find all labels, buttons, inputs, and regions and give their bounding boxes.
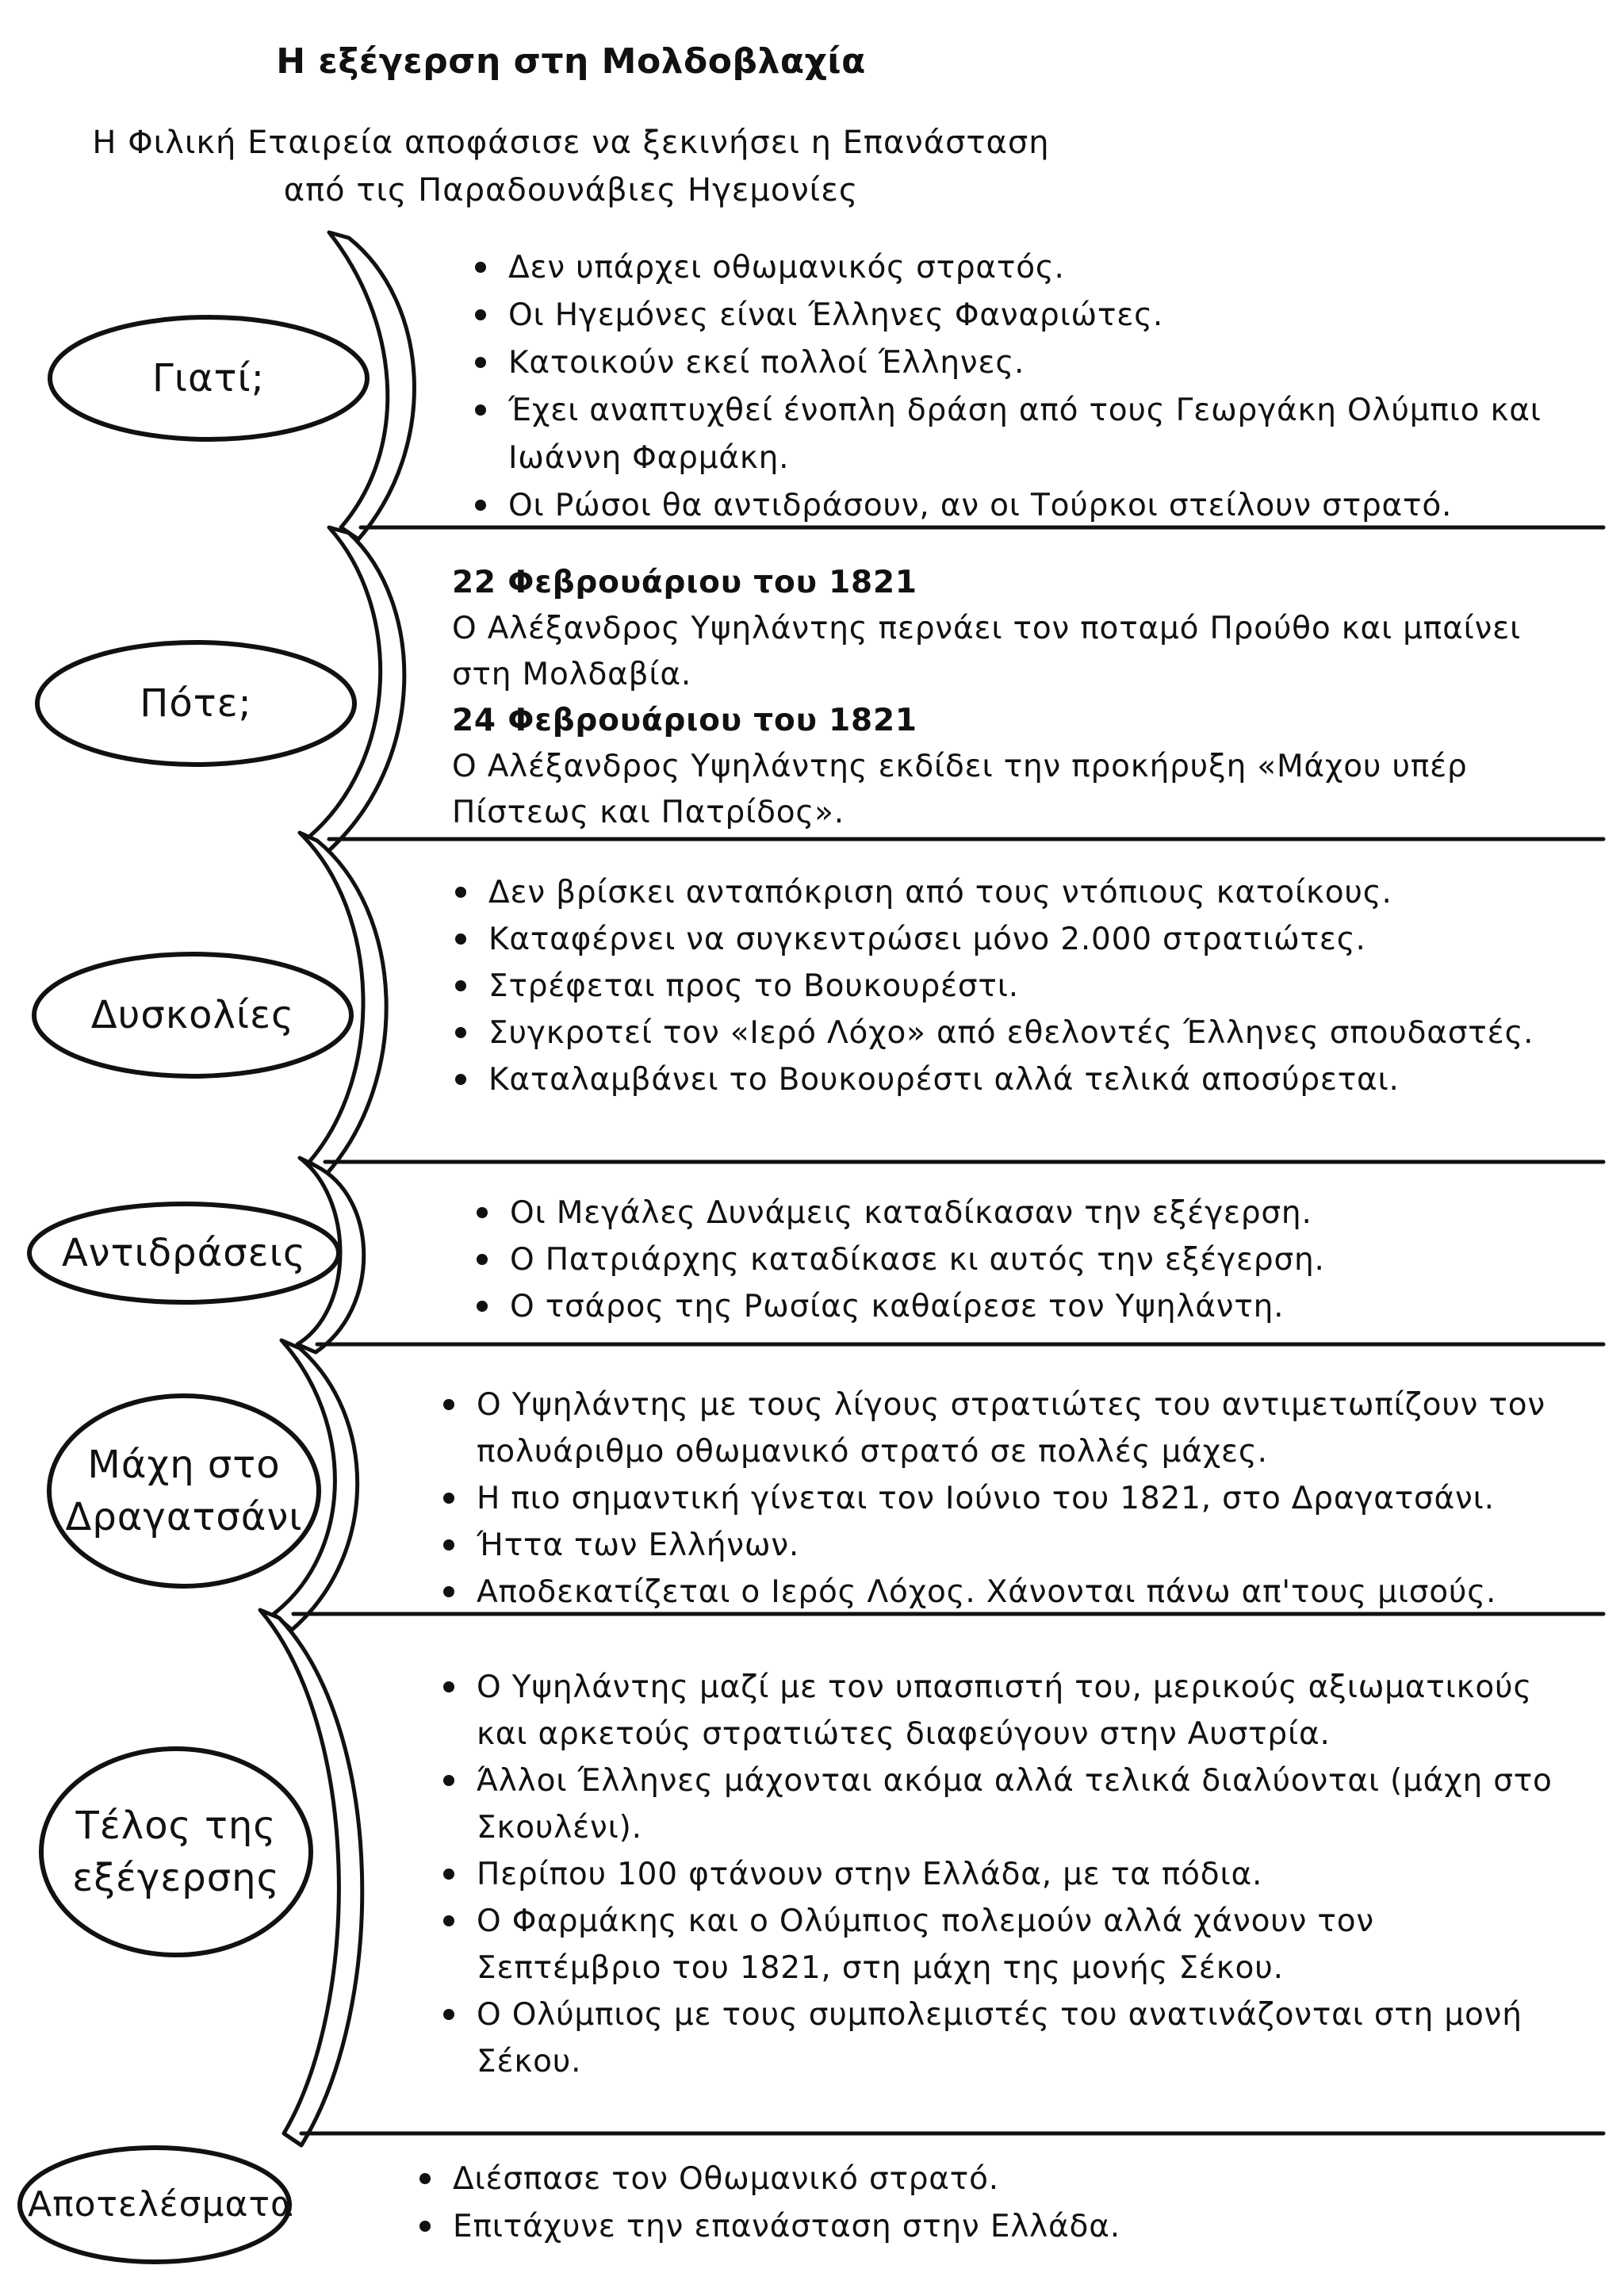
section-why bbox=[472, 244, 1598, 530]
section-when bbox=[452, 560, 1562, 836]
reactions-list bbox=[464, 1190, 1574, 1330]
list-item: Επιτάχυνε την επανάσταση στην Ελλάδα. bbox=[416, 2203, 1542, 2251]
section-battle bbox=[440, 1382, 1590, 1616]
list-item: Δεν βρίσκει ανταπόκριση από τους ντόπιους κατοίκους. bbox=[452, 869, 1562, 916]
subtitle-line: Η Φιλική Εταιρεία αποφάσισε να ξεκινήσει η Επανάσταση bbox=[92, 125, 1050, 161]
list-item: Οι Ρώσοι θα αντιδράσουν, αν οι Τούρκοι στείλουν στρατό. bbox=[472, 482, 1598, 530]
section-end bbox=[440, 1664, 1566, 2085]
list-item: Ο Υψηλάντης μαζί με τον υπασπιστή του, μερικούς αξιωματικούς και αρκετούς στρατιώτες διαφεύγουν στην Αυστρία. bbox=[440, 1664, 1566, 1757]
list-item: Καταλαμβάνει το Βουκουρέστι αλλά τελικά αποσύρεται. bbox=[452, 1056, 1562, 1103]
label-when: Πότε; bbox=[140, 681, 252, 726]
list-item: Στρέφεται προς το Βουκουρέστι. bbox=[452, 963, 1562, 1010]
label-results: Αποτελέσματα bbox=[28, 2184, 294, 2225]
list-item: Συγκροτεί τον «Ιερό Λόχο» από εθελοντές Έλληνες σπουδαστές. bbox=[452, 1010, 1562, 1056]
label-reactions: Αντιδράσεις bbox=[61, 1231, 307, 1275]
date-heading: 24 Φεβρουάριου του 1821 bbox=[452, 703, 917, 738]
list-item: Ο Υψηλάντης με τους λίγους στρατιώτες του αντιμετωπίζουν τον πολυάριθμο οθωμανικό στρατό σε πολλές μάχες. bbox=[440, 1382, 1590, 1475]
list-item: Οι Μεγάλες Δυνάμεις καταδίκασαν την εξέγερση. bbox=[473, 1190, 1574, 1236]
label-why: Γιατί; bbox=[152, 356, 265, 401]
results-list bbox=[416, 2156, 1542, 2251]
why-list bbox=[472, 244, 1598, 530]
list-item: Ήττα των Ελλήνων. bbox=[440, 1522, 1590, 1569]
subtitle-line: από τις Παραδουνάβιες Ηγεμονίες bbox=[283, 172, 859, 209]
list-item: Καταφέρνει να συγκεντρώσει μόνο 2.000 στρατιώτες. bbox=[452, 916, 1562, 963]
label-battle: Μάχη στο Δραγατσάνι bbox=[65, 1443, 303, 1539]
event-text: Ο Αλέξανδρος Υψηλάντης εκδίδει την προκήρυξη «Μάχου υπέρ Πίστεως και Πατρίδος». bbox=[452, 749, 1468, 830]
event-text: Ο Αλέξανδρος Υψηλάντης περνάει τον ποταμό Προύθο και μπαίνει στη Μολδαβία. bbox=[452, 611, 1522, 692]
list-item: Άλλοι Έλληνες μάχονται ακόμα αλλά τελικά διαλύονται (μάχη στο Σκουλένι). bbox=[440, 1757, 1566, 1851]
list-item: Οι Ηγεμόνες είναι Έλληνες Φαναριώτες. bbox=[472, 292, 1598, 339]
date-heading: 22 Φεβρουάριου του 1821 bbox=[452, 565, 917, 600]
label-end: Τέλος της εξέγερσης bbox=[72, 1803, 280, 1900]
list-item: Η πιο σημαντική γίνεται τον Ιούνιο του 1821, στο Δραγατσάνι. bbox=[440, 1475, 1590, 1522]
page-subtitle bbox=[0, 119, 1142, 214]
end-list bbox=[440, 1664, 1566, 2085]
difficulties-list bbox=[452, 869, 1562, 1103]
list-item: Ο Πατριάρχης καταδίκασε κι αυτός την εξέγερση. bbox=[473, 1236, 1574, 1283]
section-difficulties bbox=[452, 869, 1562, 1103]
section-reactions bbox=[464, 1190, 1574, 1330]
list-item: Κατοικούν εκεί πολλοί Έλληνες. bbox=[472, 339, 1598, 387]
list-item: Δεν υπάρχει οθωμανικός στρατός. bbox=[472, 244, 1598, 292]
list-item: Περίπου 100 φτάνουν στην Ελλάδα, με τα πόδια. bbox=[440, 1851, 1566, 1898]
list-item: Διέσπασε τον Οθωμανικό στρατό. bbox=[416, 2156, 1542, 2203]
list-item: Ο Ολύμπιος με τους συμπολεμιστές του ανατινάζονται στη μονή Σέκου. bbox=[440, 1991, 1566, 2085]
label-difficulties: Δυσκολίες bbox=[90, 993, 295, 1037]
battle-list bbox=[440, 1382, 1590, 1616]
page-title: Η εξέγερση στη Μολδοβλαχία bbox=[276, 41, 866, 82]
list-item: Ο τσάρος της Ρωσίας καθαίρεσε τον Υψηλάντη. bbox=[473, 1283, 1574, 1330]
list-item: Έχει αναπτυχθεί ένοπλη δράση από τους Γεωργάκη Ολύμπιο και Ιωάννη Φαρμάκη. bbox=[472, 387, 1598, 482]
section-results bbox=[416, 2156, 1542, 2251]
list-item: Ο Φαρμάκης και ο Ολύμπιος πολεμούν αλλά χάνουν τον Σεπτέμβριο του 1821, στη μάχη της μονής Σέκου. bbox=[440, 1898, 1566, 1991]
list-item: Αποδεκατίζεται ο Ιερός Λόχος. Χάνονται πάνω απ'τους μισούς. bbox=[440, 1569, 1590, 1616]
